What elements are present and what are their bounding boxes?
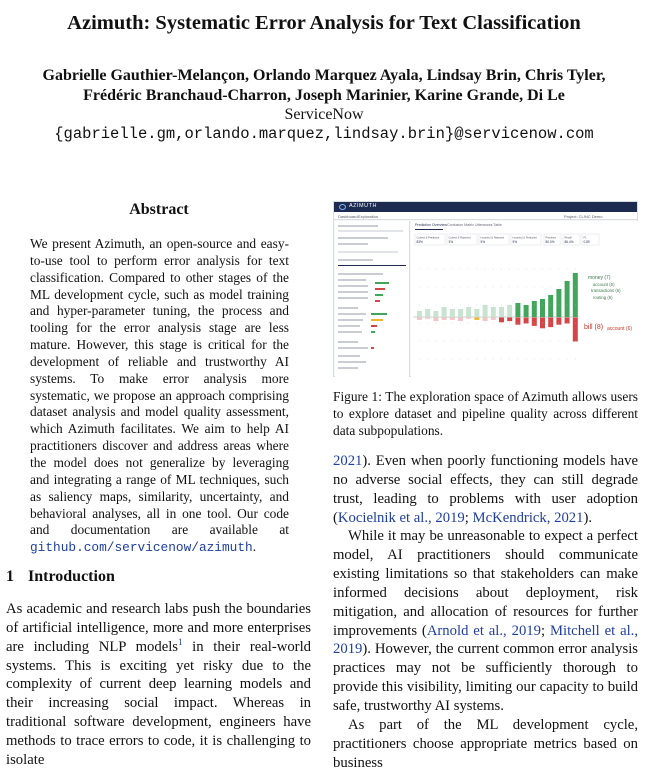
chart-bar-negative [442,318,447,320]
metric-label: Recall [564,236,572,240]
grid-dot [509,323,510,324]
grid-dot [542,323,543,324]
grid-dot [559,287,560,288]
grid-dot [468,359,469,360]
grid-dot [460,287,461,288]
grid-dot [485,341,486,342]
word-cloud-3: routing (6) [593,295,613,300]
grid-dot [444,323,445,324]
chart-bar-negative [556,318,561,325]
citation-separator: ; [540,622,550,639]
grid-dot [436,323,437,324]
grid-dot [493,305,494,306]
chart-bar-positive [491,307,496,317]
grid-dot [477,341,478,342]
chart-bar-positive [524,305,529,317]
grid-dot [477,287,478,288]
citation-arnold[interactable]: Arnold et al., 2019 [426,622,541,639]
grid-dot [460,269,461,270]
grid-dot [419,359,420,360]
metric-label: Precision [545,236,557,240]
grid-dot [419,269,420,270]
chart-bar-negative [507,318,512,322]
grid-dot [477,269,478,270]
intro-text-b: in their real-world systems. This is exciting yet risky due to the complexity of current deep learning models and their increasing social impact. Whereas in traditional software development, engineers have methods to trace errors to code, it is challenging to isolate [6,638,311,768]
grid-dot [534,359,535,360]
chart-bar-negative [466,318,471,319]
azimuth-logo-icon [339,204,346,210]
citation-kocielnik[interactable]: Kocielnik et al., 2019 [337,509,465,526]
grid-dot [452,341,453,342]
grid-dot [567,359,568,360]
chart-bar-positive [548,295,553,317]
chart-bar-positive [573,273,578,317]
github-link[interactable]: github.com/servicenow/azimuth [30,540,253,556]
metric-label: Incorrect & Predicted [512,236,537,240]
word-cloud-1: account (6) [593,282,615,287]
chart-bar-negative [499,318,504,323]
grid-dot [485,359,486,360]
word-cloud-5: account (6) [607,326,633,332]
figure-tab-1: Confusion Matrix [447,223,474,227]
chart-bar-negative [548,318,553,328]
grid-dot [501,287,502,288]
chart-bar-negative [474,318,479,320]
chart-bar-positive [425,309,430,317]
grid-dot [509,341,510,342]
figure-brand: AZIMUTH [349,203,377,209]
grid-dot [460,305,461,306]
figure-nav-exploration: Exploration [358,213,379,219]
grid-dot [501,305,502,306]
figure-tab-2: Utterances Table [475,223,502,227]
authors-line-1: Gabrielle Gauthier-Melançon, Orlando Marquez Ayala, Lindsay Brin, Chris Tyler, [42,67,606,84]
citation-mckendrick[interactable]: McKendrick, 2021 [472,509,584,526]
paragraph-end: ). [583,509,593,526]
grid-dot [559,323,560,324]
footnote-marker[interactable]: 1 [178,636,183,647]
grid-dot [534,287,535,288]
metric-value: 9% [512,240,518,244]
grid-dot [493,323,494,324]
figure-filter-sidebar [335,221,410,377]
figure-nav-bar [334,212,637,220]
grid-dot [493,287,494,288]
grid-dot [550,287,551,288]
grid-dot [419,287,420,288]
chart-bar-positive [565,281,570,317]
grid-dot [427,323,428,324]
citation-separator: ; [464,509,473,526]
grid-dot [567,341,568,342]
grid-dot [526,359,527,360]
chart-bar-negative [524,318,529,324]
grid-dot [452,359,453,360]
grid-dot [419,341,420,342]
grid-dot [477,323,478,324]
grid-dot [468,269,469,270]
paragraph-text: While it may be unreasonable to expect a perfect model, AI practitioners should communicate existing limitations so that stakeholders can make informed decisions about deployment, risk mitigation, and allocation of resources for further improvements ( [333,528,638,639]
grid-dot [518,269,519,270]
grid-dot [444,359,445,360]
grid-dot [559,341,560,342]
grid-dot [477,359,478,360]
grid-dot [427,359,428,360]
chart-bar-negative [483,318,488,322]
grid-dot [559,269,560,270]
author-list [0,66,648,106]
grid-dot [427,305,428,306]
grid-dot [419,305,420,306]
abstract-body [30,236,289,557]
section-heading-introduction [6,568,129,586]
word-cloud-4: bill (8) [584,324,604,331]
figure-app-topbar [334,202,637,212]
grid-dot [542,341,543,342]
metric-value: 5% [480,240,486,244]
chart-bar-negative [515,318,520,325]
grid-dot [559,305,560,306]
grid-dot [518,323,519,324]
grid-dot [444,341,445,342]
grid-dot [444,305,445,306]
section-title: Introduction [28,568,115,585]
grid-dot [444,287,445,288]
chart-bar-negative [417,318,422,320]
paragraph-metrics [333,716,638,772]
grid-dot [575,287,576,288]
chart-bar-positive [540,299,545,317]
chart-bar-positive [417,311,422,317]
grid-dot [501,341,502,342]
abstract-heading: Abstract [129,201,189,218]
grid-dot [526,269,527,270]
grid-dot [436,305,437,306]
grid-dot [542,287,543,288]
grid-dot [518,287,519,288]
grid-dot [518,305,519,306]
grid-dot [468,287,469,288]
grid-dot [567,287,568,288]
grid-dot [559,359,560,360]
citation-2021[interactable]: 2021 [333,453,363,469]
grid-dot [493,359,494,360]
figure-1-screenshot [333,201,638,377]
grid-dot [526,323,527,324]
chart-bar-positive [458,309,463,317]
right-column-text [333,452,638,772]
paragraph-trust [333,452,638,527]
chart-bar-negative [532,318,537,326]
paragraph-text: As part of the ML development cycle, practitioners choose appropriate metrics based on business [333,716,638,771]
citation-mitchell[interactable]: Mitchell et al., 2019 [333,622,639,658]
grid-dot [518,359,519,360]
figure-project-label: Project: CLINC Demo [564,213,603,219]
grid-dot [509,287,510,288]
chart-bar-negative [458,318,463,322]
chart-bar-positive [474,309,479,317]
grid-dot [509,359,510,360]
chart-bar-positive [556,289,561,317]
grid-dot [509,269,510,270]
grid-dot [468,305,469,306]
metric-label: Correct & Predicted [416,236,440,240]
grid-dot [485,305,486,306]
grid-dot [534,269,535,270]
grid-dot [567,269,568,270]
grid-dot [550,341,551,342]
chart-bar-negative [425,318,430,319]
grid-dot [452,305,453,306]
grid-dot [534,323,535,324]
grid-dot [485,323,486,324]
intro-text-a: As academic and research labs push the boundaries of artificial intelligence, more and more enterprises are including NLP models [6,601,311,655]
grid-dot [460,341,461,342]
grid-dot [526,287,527,288]
chart-bar-negative [573,318,578,342]
grid-dot [567,305,568,306]
grid-dot [575,305,576,306]
chart-bar-positive [466,307,471,317]
grid-dot [427,287,428,288]
paragraph-limitations [333,527,638,715]
grid-dot [567,323,568,324]
grid-dot [550,359,551,360]
author-emails: {gabrielle.gm,orlando.marquez,lindsay.brin}@servicenow.com [54,125,594,143]
paragraph-text: ). Even when poorly functioning models have no adverse social effects, they can still degrade trust, leading to problems with user adoption ( [333,453,638,526]
figure-nav-dashboard: Dashboard [338,213,358,219]
grid-dot [452,287,453,288]
grid-dot [575,341,576,342]
introduction-paragraph [6,600,311,770]
grid-dot [575,269,576,270]
grid-dot [542,359,543,360]
word-cloud-2: transactions (6) [591,288,621,293]
grid-dot [534,341,535,342]
grid-dot [501,269,502,270]
grid-dot [436,359,437,360]
chart-bar-positive [433,311,438,317]
metric-value: 86.4% [564,240,574,244]
grid-dot [427,269,428,270]
grid-dot [452,323,453,324]
grid-dot [542,305,543,306]
word-cloud-0: money (7) [588,275,611,281]
grid-dot [542,269,543,270]
grid-dot [493,341,494,342]
grid-dot [452,269,453,270]
grid-dot [501,323,502,324]
grid-dot [550,305,551,306]
metric-value: 3% [448,240,454,244]
metric-label: Correct & Rejected [448,236,471,240]
grid-dot [436,287,437,288]
grid-dot [436,269,437,270]
grid-dot [518,341,519,342]
paragraph-text: ). However, the current common error analysis practices may not be sufficiently thorough to provide this visibility, limiting our capacity to build safe, trustworthy AI systems. [333,641,638,714]
figure-tab-0: Prediction Overview [415,223,447,227]
chart-bar-negative [565,318,570,324]
grid-dot [427,341,428,342]
grid-dot [468,341,469,342]
abstract-end: . [252,539,257,555]
grid-dot [477,305,478,306]
metric-value: 0.89 [583,240,590,244]
grid-dot [444,269,445,270]
chart-bar-negative [450,318,455,320]
chart-bar-positive [507,305,512,317]
metric-label: Incorrect & Rejected [480,236,504,240]
metric-value: 80.0% [545,240,555,244]
chart-bar-positive [483,305,488,317]
grid-dot [509,305,510,306]
grid-dot [575,323,576,324]
grid-dot [550,269,551,270]
grid-dot [436,341,437,342]
metric-label: F1 [583,236,587,240]
authors-line-2: Frédéric Branchaud-Charron, Joseph Marinier, Karine Grande, Di Le [83,87,565,104]
figure-1-caption: Figure 1: The exploration space of Azimuth allows users to explore dataset and pipeline quality across different data subpopulations. [333,389,638,438]
figure-main-panel [411,221,638,377]
chart-bar-negative [433,318,438,322]
grid-dot [460,323,461,324]
grid-dot [493,269,494,270]
chart-bar-positive [532,301,537,317]
affiliation: ServiceNow [284,106,364,123]
grid-dot [575,359,576,360]
chart-bar-negative [491,318,496,320]
grid-dot [485,287,486,288]
grid-dot [550,323,551,324]
grid-dot [526,341,527,342]
grid-dot [501,359,502,360]
grid-dot [468,323,469,324]
grid-dot [534,305,535,306]
paper-title: Azimuth: Systematic Error Analysis for Text Classification [67,12,581,34]
metric-value: 83% [416,240,423,244]
chart-bar-positive [499,307,504,317]
grid-dot [460,359,461,360]
grid-dot [526,305,527,306]
grid-dot [485,269,486,270]
section-number: 1 [6,568,14,585]
chart-bar-positive [450,309,455,317]
grid-dot [419,323,420,324]
abstract-text: We present Azimuth, an open-source and easy-to-use tool to perform error analysis for text classification. Compared to other stages of the ML development cycle, such as model training and hyper-parameter tuning, the process and tooling for the error analysis stage are less mature. However, this stage is critical for the development of reliable and trustworthy AI systems. To make error analysis more systematic, we propose an approach comprising dataset analysis and model quality assessment, which Azimuth facilitates. We aim to help AI practitioners discover and address areas where the model does not generalize by leveraging and integrating a range of ML techniques, such as saliency maps, similarity, uncertainty, and behavioral analyses, all in one tool. Our code and documentation are available at [30,236,289,538]
chart-bar-positive [442,307,447,317]
